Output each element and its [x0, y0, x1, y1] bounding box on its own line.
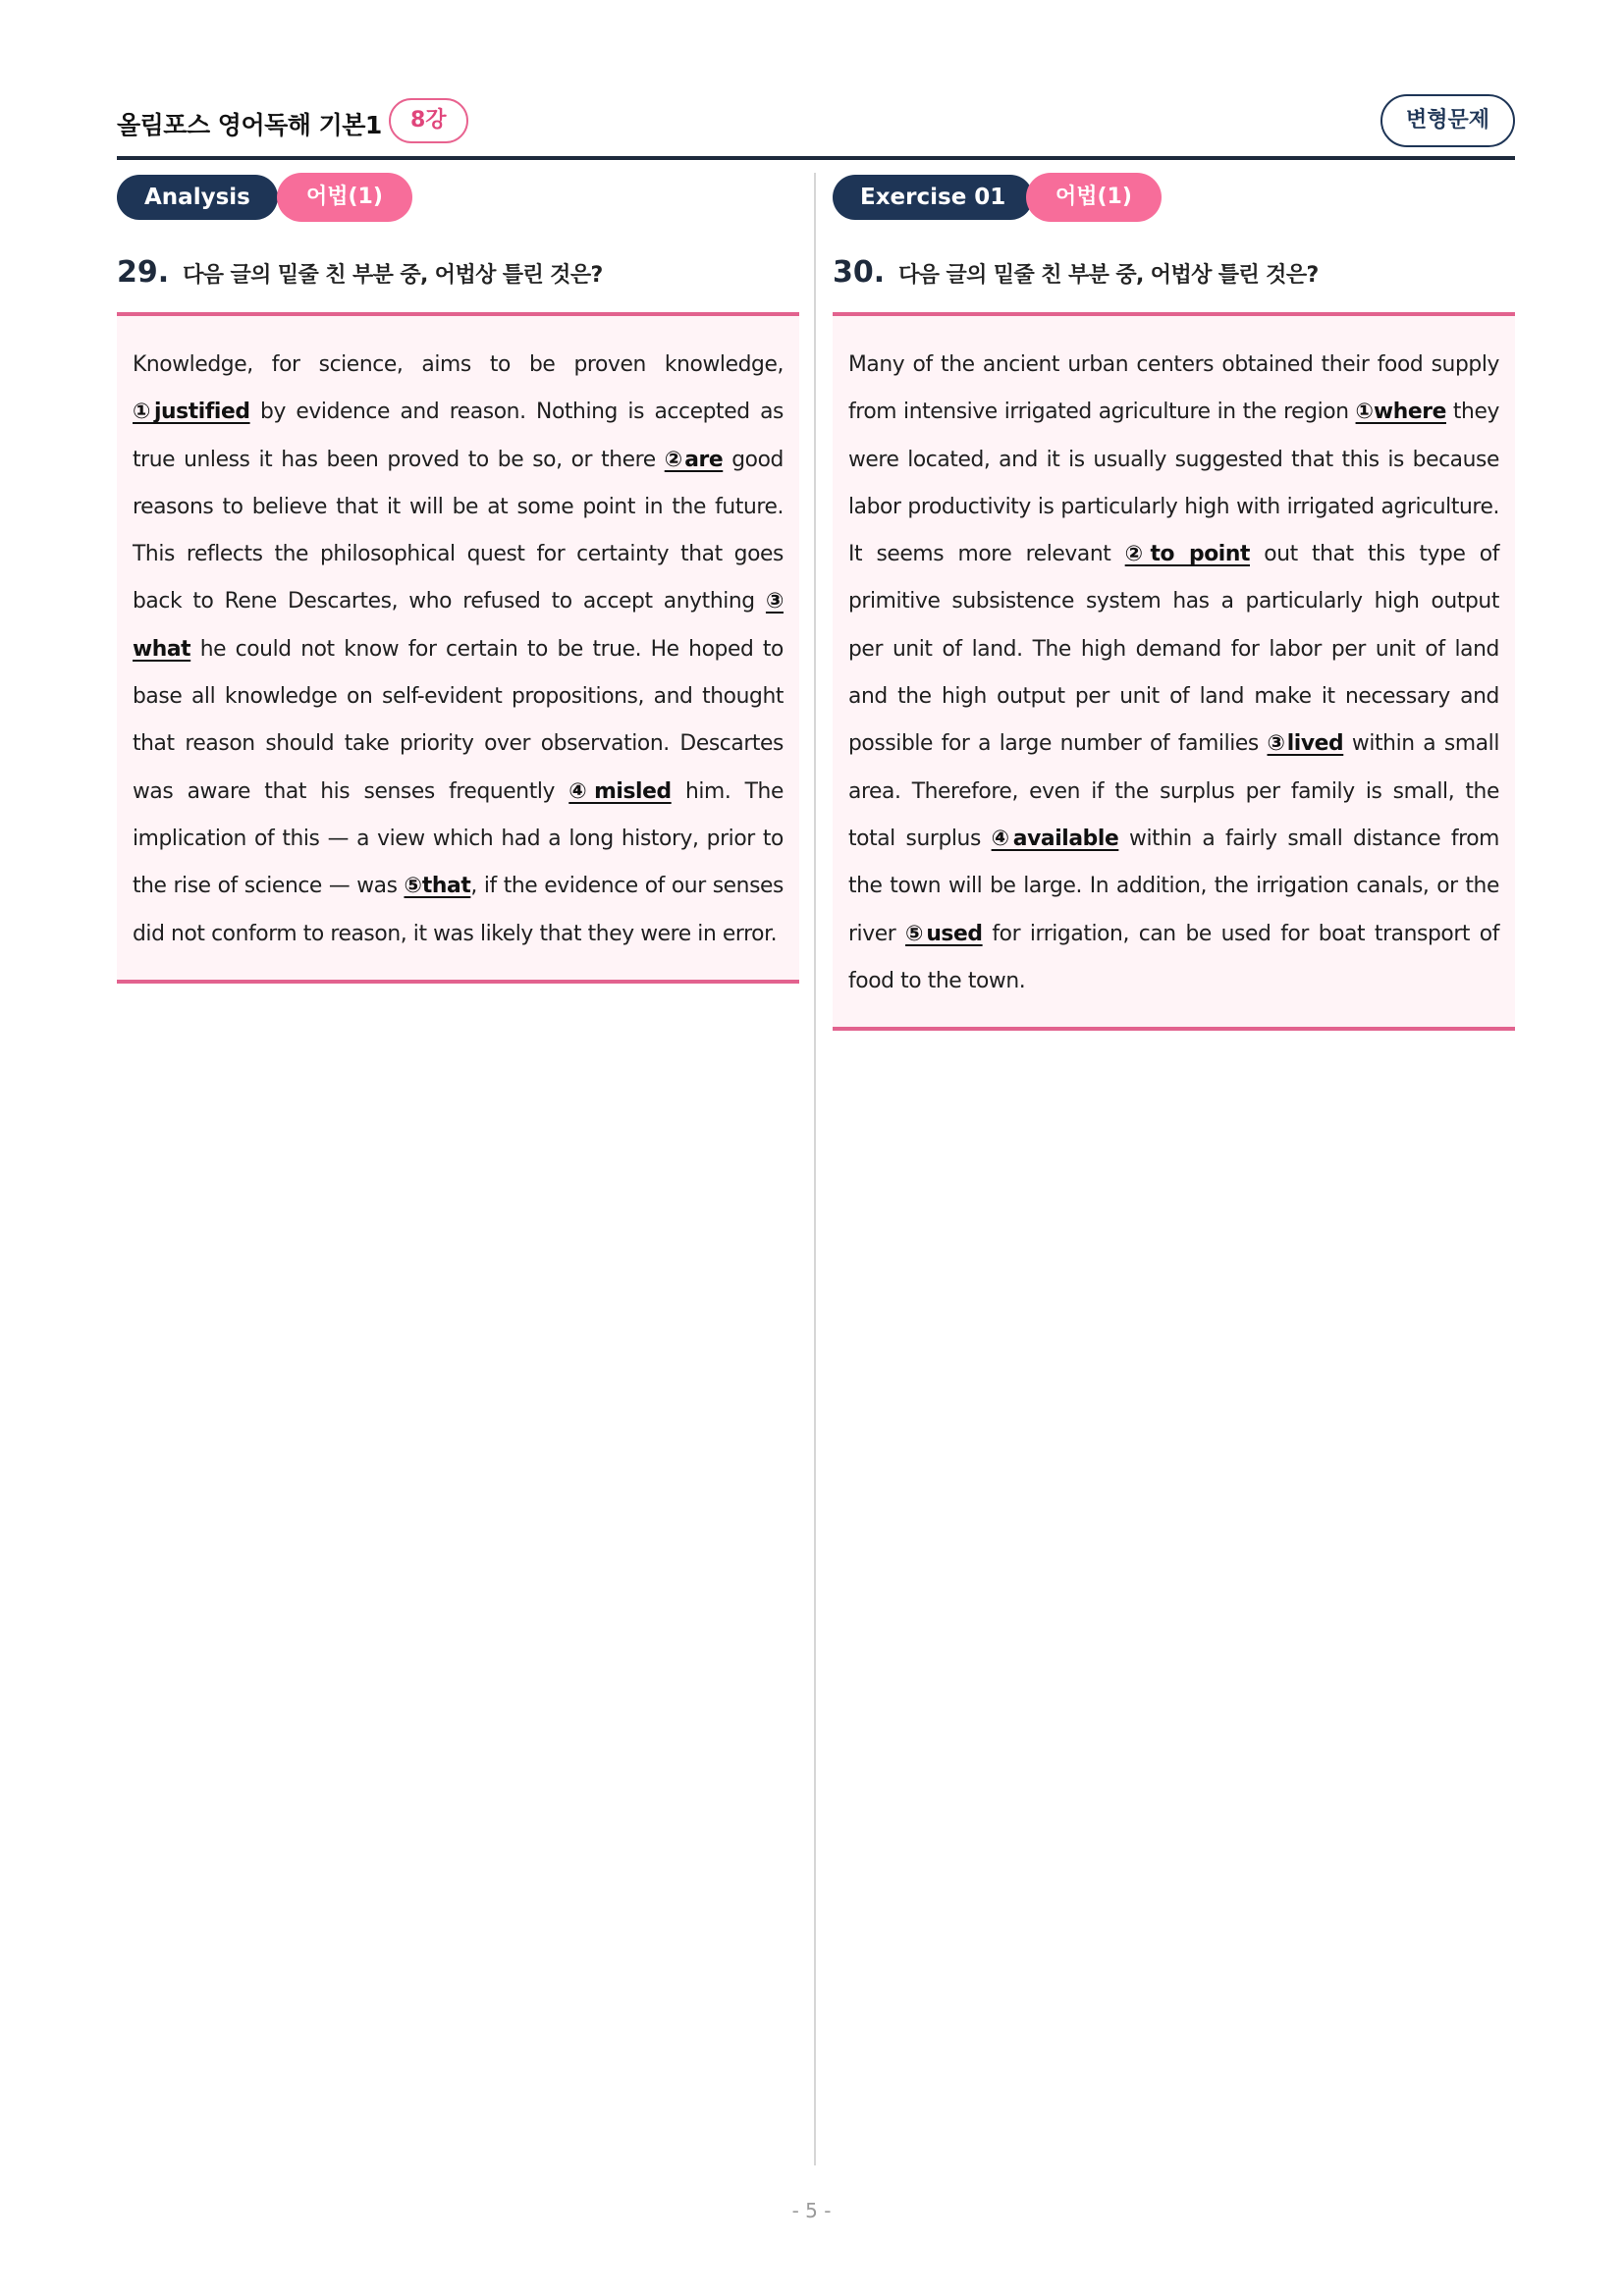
underlined-choice: ②to point: [1124, 542, 1250, 567]
column-divider: [814, 173, 816, 2165]
underlined-choice: ④available: [991, 826, 1119, 851]
left-tag-row: [117, 173, 799, 222]
passage-segment: they were located, and it is usually suggested that this is because labor productivity is particularly high with irrigated agriculture. It seems more relevant: [848, 400, 1499, 567]
question-number: 30.: [833, 255, 886, 290]
question-text: 다음 글의 밑줄 친 부분 중, 어법상 틀린 것은?: [183, 263, 603, 288]
question-heading: [117, 255, 799, 294]
left-column: [117, 173, 799, 984]
underlined-choice: ③lived: [1267, 731, 1344, 757]
underlined-choice: ①where: [1355, 400, 1446, 425]
passage-segment: within a small area. Therefore, even if the surplus per family is small, the total surplus: [848, 731, 1499, 851]
category-tag: 어법(1): [277, 173, 412, 222]
question-heading: [833, 255, 1515, 294]
passage-text: [133, 342, 784, 958]
category-tag: 어법(1): [1026, 173, 1162, 222]
passage-segment: good reasons to believe that it will be at some point in the future. This reflects the philosophical quest for certainty that goes back to Rene Descartes, who refused to accept anything: [133, 447, 784, 614]
passage-segment: Many of the ancient urban centers obtained their food supply from intensive irrigated agriculture in the region: [848, 352, 1499, 425]
right-tag-row: [833, 173, 1515, 222]
underlined-choice: ④misled: [568, 778, 672, 804]
header-rule: [117, 156, 1515, 160]
passage-segment: out that this type of primitive subsistence system has a particularly high output per unit of land. The high demand for labor per unit of land and the high output per unit of land make it necessary and possible for a large number of families: [848, 542, 1499, 757]
passage-segment: for irrigation, can be used for boat transport of food to the town.: [848, 921, 1499, 993]
passage-segment: within a fairly small distance from the town will be large. In addition, the irrigation canals, or the river: [848, 826, 1500, 946]
passage-segment: him. The implication of this — a view which had a long history, prior to the rise of science — was: [133, 778, 784, 899]
underlined-choice: ⑤used: [905, 921, 983, 946]
question-number: 29.: [117, 255, 170, 290]
section-tag: Exercise 01: [833, 175, 1033, 220]
passage-segment: he could not know for certain to be true. He hoped to base all knowledge on self-evident propositions, and thought that reason should take priority over observation. Descartes was aware that his senses frequently: [133, 636, 784, 804]
passage-text: [848, 342, 1499, 1005]
right-column: [833, 173, 1515, 1031]
section-tag: Analysis: [117, 175, 278, 220]
lecture-badge: 8강: [389, 98, 468, 143]
passage-box: [833, 312, 1515, 1031]
page-header: [117, 94, 1515, 159]
underlined-choice: ⑤that: [404, 874, 471, 899]
passage-segment: by evidence and reason. Nothing is accepted as true unless it has been proved to be so, or there: [133, 400, 784, 472]
question-text: 다음 글의 밑줄 친 부분 중, 어법상 틀린 것은?: [898, 263, 1319, 288]
page-number: - 5 -: [791, 2199, 832, 2222]
underlined-choice: ①justified: [133, 400, 250, 425]
passage-segment: , if the evidence of our senses did not conform to reason, it was likely that they were in error.: [133, 874, 784, 946]
book-title: 올림포스 영어독해 기본1: [117, 111, 382, 139]
passage-segment: Knowledge, for science, aims to be proven knowledge,: [133, 352, 784, 377]
underlined-choice: ②are: [664, 447, 724, 472]
underlined-choice: ③ what: [133, 589, 784, 662]
passage-box: [117, 312, 799, 984]
type-badge: 변형문제: [1380, 94, 1515, 147]
